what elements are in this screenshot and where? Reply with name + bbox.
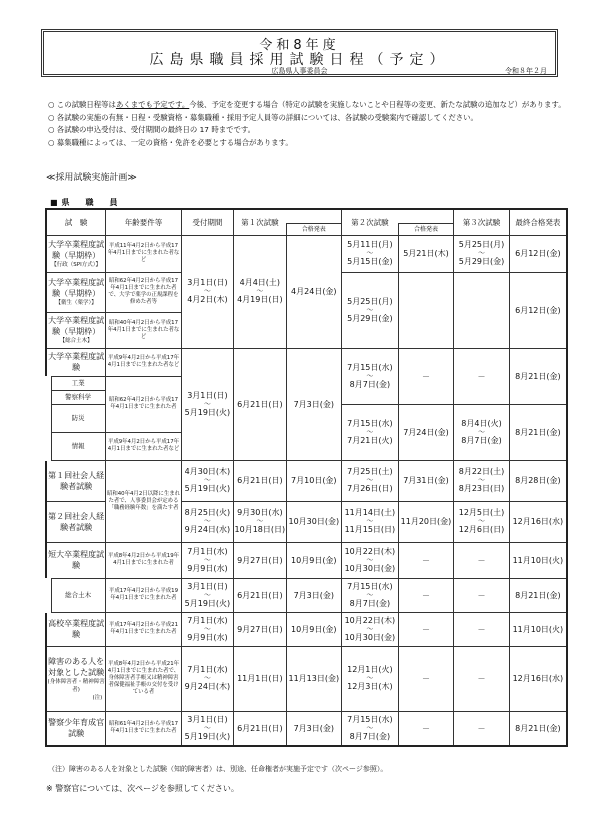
first-exam-date: 6月21日(日): [234, 578, 286, 612]
header-row: [46, 209, 567, 223]
second-pass-date: 11月20日(金): [398, 501, 454, 542]
final-pass-date: 12月16日(水): [509, 646, 567, 711]
sub-exam-keisatsu: 警察科学: [46, 390, 106, 404]
first-exam-date: 9月27日(日): [234, 612, 286, 646]
note-item: [48, 99, 568, 112]
first-pass-date: 11月13日(金): [286, 646, 342, 711]
first-pass-date: 4月24日(金): [286, 235, 342, 348]
first-exam-date: 6月21日(日): [234, 711, 286, 746]
second-pass-date: －: [398, 711, 454, 746]
third-exam-date: －: [454, 711, 510, 746]
table-row: [46, 460, 567, 501]
first-pass-date: 7月10日(金): [286, 460, 342, 501]
third-exam-date: －: [454, 542, 510, 578]
col-reception: 受付期間: [181, 209, 233, 235]
sub-exam-joho: 情報: [46, 432, 106, 460]
age-requirement: 平成11年4月2日から平成17年4月1日までに生まれた者など: [106, 235, 181, 272]
note-item: ○ 各試験の実施の有無・日程・受験資格・募集職種・採用予定人員等の詳細については、各試験の受験案内で確認してください。: [48, 112, 478, 122]
age-requirement: 平成8年4月2日から平成21年4月1日までに生まれた者で、身体障害者手帳又は精神障害者保健福祉手帳の交付を受けている者: [106, 646, 181, 711]
col-first: 第１次試験: [234, 209, 286, 235]
exam-name: 障害のある人を対象とした試験 (身体障害者・精神障害者) (注): [46, 646, 106, 711]
first-exam-date: 4月4日(土) ～ 4月19日(日): [234, 235, 286, 348]
note-text: ○ この試験日程等は: [48, 100, 116, 109]
first-exam-date: 6月21日(日): [234, 460, 286, 501]
first-exam-date: 9月30日(水) ～ 10月18日(日): [234, 501, 286, 542]
second-exam-date: 5月11日(月) ～ 5月15日(金): [342, 235, 399, 272]
final-pass-date: 8月28日(金): [509, 460, 567, 501]
reception-period: 3月1日(日) ～ 5月19日(火): [181, 578, 233, 612]
sub-exam-kogyo: 工業: [46, 376, 106, 390]
organization: 広島県人事委員会: [271, 67, 328, 75]
col-second: 第２次試験: [342, 209, 399, 235]
final-pass-date: 8月21日(金): [509, 348, 567, 404]
third-exam-date: －: [454, 646, 510, 711]
first-pass-date: 7月3日(金): [286, 348, 342, 460]
note-text: 今後、予定を変更する場合（特定の試験を実施しないことや日程等の変更、新たな試験の追加など）があります。: [189, 100, 566, 109]
notes-list: [48, 99, 568, 149]
reception-period: 3月1日(日) ～ 5月19日(火): [181, 348, 233, 460]
spacer: [286, 209, 342, 223]
second-exam-date: 7月25日(土) ～ 7月26日(日): [342, 460, 399, 501]
first-pass-date: 7月3日(金): [286, 578, 342, 612]
exam-name: 総合土木: [46, 578, 106, 612]
first-pass-date: 10月9日(金): [286, 612, 342, 646]
reception-period: 7月1日(水) ～ 9月9日(水): [181, 542, 233, 578]
third-exam-date: 8月4日(火) ～ 8月7日(金): [454, 404, 510, 460]
second-exam-date: 10月22日(木) ～ 10月30日(金): [342, 612, 399, 646]
reception-period: 8月25日(火) ～ 9月24日(水): [181, 501, 233, 542]
note-emphasis: あくまでも予定です。: [115, 100, 190, 109]
final-pass-date: 6月12日(金): [509, 272, 567, 348]
footnote: （注）障害のある人を対象とした試験（知的障害者）は、別途、任命権者が実施予定です（次ページ参照）。: [48, 765, 388, 773]
note-item: ○ 各試験の申込受付は、受付期間の最終日の 17 時までです。: [48, 125, 256, 134]
second-exam-date: 12月1日(火) ～ 12月3日(木): [342, 646, 399, 711]
reception-period: 7月1日(水) ～ 9月24日(木): [181, 646, 233, 711]
second-pass-date: －: [398, 612, 454, 646]
second-exam-date: 7月15日(水) ～ 8月7日(金): [342, 578, 399, 612]
final-pass-date: 8月21日(金): [509, 711, 567, 746]
note-item: ○ 募集職種によっては、一定の資格・免許を必要とする場合があります。: [48, 137, 293, 147]
first-pass-date: 7月3日(金): [286, 711, 342, 746]
second-exam-date: 11月14日(土) ～ 11月15日(日): [342, 501, 399, 542]
exam-name: 大学卒業程度試験（早期枠） 【衛生（薬学）】: [46, 272, 106, 312]
table-row: [46, 646, 567, 711]
first-exam-date: 11月1日(日): [234, 646, 286, 711]
table-row: [46, 612, 567, 646]
issue-date: 令和８年２月: [505, 67, 547, 75]
plan-heading: ≪採用試験実施計画≫: [46, 173, 137, 183]
age-requirement: 平成8年4月2日から平成19年4月1日までに生まれた者: [106, 542, 181, 578]
table-row: [46, 348, 567, 376]
exam-name: 短大卒業程度試験: [46, 542, 106, 578]
table-row: [46, 235, 567, 272]
exam-name: 第１回社会人経験者試験: [46, 460, 106, 501]
second-pass-date: －: [398, 578, 454, 612]
age-requirement: 平成9年4月2日から平成17年4月1日までに生まれた者など: [106, 432, 181, 460]
col-exam: 試 験: [46, 209, 106, 235]
age-requirement: 昭和62年4月2日から平成17年4月1日までに生まれた者で、大学で薬学の正規課程を修めた者等: [106, 272, 181, 312]
fiscal-year: 令和8年度: [259, 38, 340, 53]
exam-name: 大学卒業程度試験（早期枠） 【行政（SPI方式）】: [46, 235, 106, 272]
first-exam-date: 6月21日(日): [234, 348, 286, 460]
reception-period: 3月1日(日) ～ 5月19日(火): [181, 711, 233, 746]
final-pass-date: 11月10日(火): [509, 542, 567, 578]
second-pass-date: －: [398, 542, 454, 578]
age-requirement: 平成17年4月2日から平成19年4月1日までに生まれた者: [106, 578, 181, 612]
exam-name: 大学卒業程度試験（早期枠） 【総合土木】: [46, 312, 106, 348]
spacer: [398, 209, 454, 223]
age-requirement: 平成17年4月2日から平成21年4月1日までに生まれた者: [106, 612, 181, 646]
second-pass-date: －: [398, 646, 454, 711]
exam-name: 第２回社会人経験者試験: [46, 501, 106, 542]
second-exam-date: 7月15日(水) ～ 8月7日(金): [342, 348, 399, 404]
table-row: [46, 711, 567, 746]
third-exam-date: －: [454, 612, 510, 646]
reception-period: 4月30日(木) ～ 5月19日(火): [181, 460, 233, 501]
second-exam-date: 7月15日(水) ～ 8月7日(金): [342, 711, 399, 746]
age-requirement: 昭和62年4月2日から平成17年4月1日までに生まれた者: [106, 376, 181, 432]
second-pass-date: －: [398, 348, 454, 404]
col-pass1: 合格発表: [286, 223, 342, 235]
final-pass-date: 6月12日(金): [509, 235, 567, 272]
first-pass-date: 10月30日(金): [286, 501, 342, 542]
exam-name: 大学卒業程度試験: [46, 348, 106, 376]
second-pass-date: 7月24日(金): [398, 404, 454, 460]
header-box: [41, 29, 558, 77]
reception-period: 7月1日(水) ～ 9月9日(水): [181, 612, 233, 646]
second-pass-date: 7月31日(金): [398, 460, 454, 501]
second-exam-date: 10月22日(木) ～ 10月30日(金): [342, 542, 399, 578]
second-exam-date: 7月15日(水) ～ 7月21日(火): [342, 404, 399, 460]
age-requirement: 昭和40年4月2日から平成17年4月1日までに生まれた者など: [106, 312, 181, 348]
third-exam-date: －: [454, 348, 510, 404]
second-exam-date: 5月25日(月) ～ 5月29日(金): [342, 272, 399, 348]
exam-name: 高校卒業程度試験: [46, 612, 106, 646]
col-pass2: 合格発表: [398, 223, 454, 235]
second-pass-date: 5月21日(木): [398, 235, 454, 272]
document-title: 広島県職員採用試験日程（予定）: [149, 52, 450, 68]
age-requirement: 平成9年4月2日から平成17年4月1日までに生まれた者など: [106, 348, 181, 376]
third-exam-date: －: [454, 578, 510, 612]
table-row: [46, 542, 567, 578]
section-heading: ■県 職 員: [50, 198, 122, 207]
third-exam-date: [454, 272, 510, 348]
table-row: [46, 578, 567, 612]
exam-name: 警察少年育成官試験: [46, 711, 106, 746]
police-note: ※ 警察官については、次ページを参照してください。: [46, 784, 239, 793]
col-final: 最終合格発表: [509, 209, 567, 235]
third-exam-date: 8月22日(土) ～ 8月23日(日): [454, 460, 510, 501]
age-requirement: 昭和61年4月2日から平成17年4月1日までに生まれた者: [106, 711, 181, 746]
final-pass-date: 8月21日(金): [509, 404, 567, 460]
sub-exam-bousai: 防災: [46, 404, 106, 432]
final-pass-date: 11月10日(火): [509, 612, 567, 646]
second-pass-date: [398, 272, 454, 348]
schedule-table: [41, 208, 568, 747]
final-pass-date: 12月16日(水): [509, 501, 567, 542]
col-age: 年齢要件等: [106, 209, 181, 235]
third-exam-date: 5月25日(月) ～ 5月29日(金): [454, 235, 510, 272]
third-exam-date: 12月5日(土) ～ 12月6日(日): [454, 501, 510, 542]
first-exam-date: 9月27日(日): [234, 542, 286, 578]
first-pass-date: 10月9日(金): [286, 542, 342, 578]
col-third: 第３次試験: [454, 209, 510, 235]
final-pass-date: 8月21日(金): [509, 578, 567, 612]
age-requirement: 昭和40年4月2日以降に生まれた者で、人事委員会が定める「職務経験年数」を満たす者: [106, 460, 181, 542]
reception-period: 3月1日(日) ～ 4月2日(木): [181, 235, 233, 348]
